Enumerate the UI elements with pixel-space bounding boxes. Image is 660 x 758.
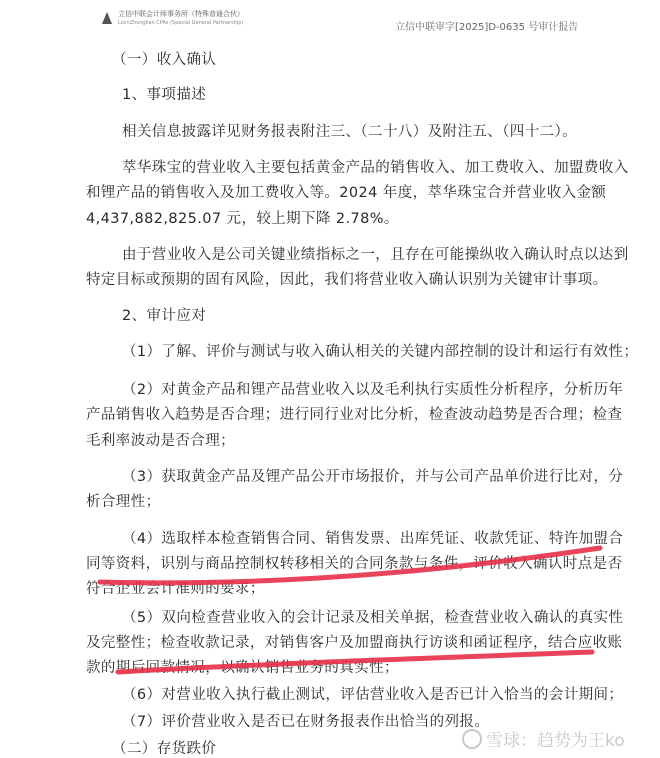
text-line: （3）获取黄金产品及锂产品公开市场报价，并与公司产品单价进行比对，分 xyxy=(122,469,624,485)
text-line: 及完整性；检查收款记录，对销售客户及加盟商执行访谈和函证程序，结合应收账 xyxy=(86,635,623,651)
firm-name: 立信中联会计师事务所（特殊普通合伙） xyxy=(118,10,244,18)
text-line: （1）了解、评价与测试与收入确认相关的关键内部控制的设计和运行有效性； xyxy=(122,344,639,360)
highlight-stroke xyxy=(118,652,592,672)
text-line: （4）选取样本检查销售合同、销售发票、出库凭证、收款凭证、特许加盟合 xyxy=(122,531,624,547)
text-line: 和锂产品的销售收入及加工费收入等。2024 年度，萃华珠宝合并营业收入金额 xyxy=(86,185,607,201)
snowball-logo-icon xyxy=(462,729,482,749)
text-line: 款的期后回款情况，以确认销售业务的真实性； xyxy=(86,660,399,676)
subsection-heading: 2、审计应对 xyxy=(122,308,207,324)
text-line: 由于营业收入是公司关键业绩指标之一，且存在可能操纵收入确认时点以达到 xyxy=(122,247,629,263)
text-line: （5）双向检查营业收入的会计记录及相关单据，检查营业收入确认的真实性 xyxy=(122,610,624,626)
text-line: （7）评价营业收入是否已在财务报表作出恰当的列报。 xyxy=(122,714,490,730)
text-line: 同等资料，识别与商品控制权转移相关的合同条款与条件，评价收入确认时点是否 xyxy=(86,556,623,572)
text-line: 相关信息披露详见财务报表附注三、（二十八）及附注五、（四十二）。 xyxy=(122,124,578,140)
text-line: 毛利率波动是否合理； xyxy=(86,433,235,449)
subsection-heading: 1、事项描述 xyxy=(122,87,207,103)
text-line: 析合理性； xyxy=(86,494,161,510)
firm-name-en: LixinZhonglian CPAs (Special General Partnership) xyxy=(118,20,244,26)
report-number: 立信中联审字[2025]D-0635 号审计报告 xyxy=(395,22,579,33)
text-line: 产品销售收入趋势是否合理；进行同行业对比分析，检查波动趋势是否合理；检查 xyxy=(86,407,623,423)
watermark-text: 雪球：趋势为王ko xyxy=(486,731,625,751)
text-line: （2）对黄金产品和锂产品营业收入以及毛利执行实质性分析程序，分析历年 xyxy=(122,382,624,398)
section-heading: （一）收入确认 xyxy=(112,52,217,68)
text-line: （6）对营业收入执行截止测试，评估营业收入是否已计入恰当的会计期间； xyxy=(122,687,624,703)
text-line: 4,437,882,825.07 元，较上期下降 2.78%。 xyxy=(86,211,399,227)
highlight-stroke xyxy=(100,548,600,583)
section-heading: （二）存货跌价 xyxy=(112,741,217,757)
text-line: 特定目标或预期的固有风险，因此，我们将营业收入确认识别为关键审计事项。 xyxy=(86,272,608,288)
text-line: 萃华珠宝的营业收入主要包括黄金产品的销售收入、加工费收入、加盟费收入 xyxy=(122,160,629,176)
text-line: 符合企业会计准则的要求； xyxy=(86,581,265,597)
watermark xyxy=(462,726,625,751)
